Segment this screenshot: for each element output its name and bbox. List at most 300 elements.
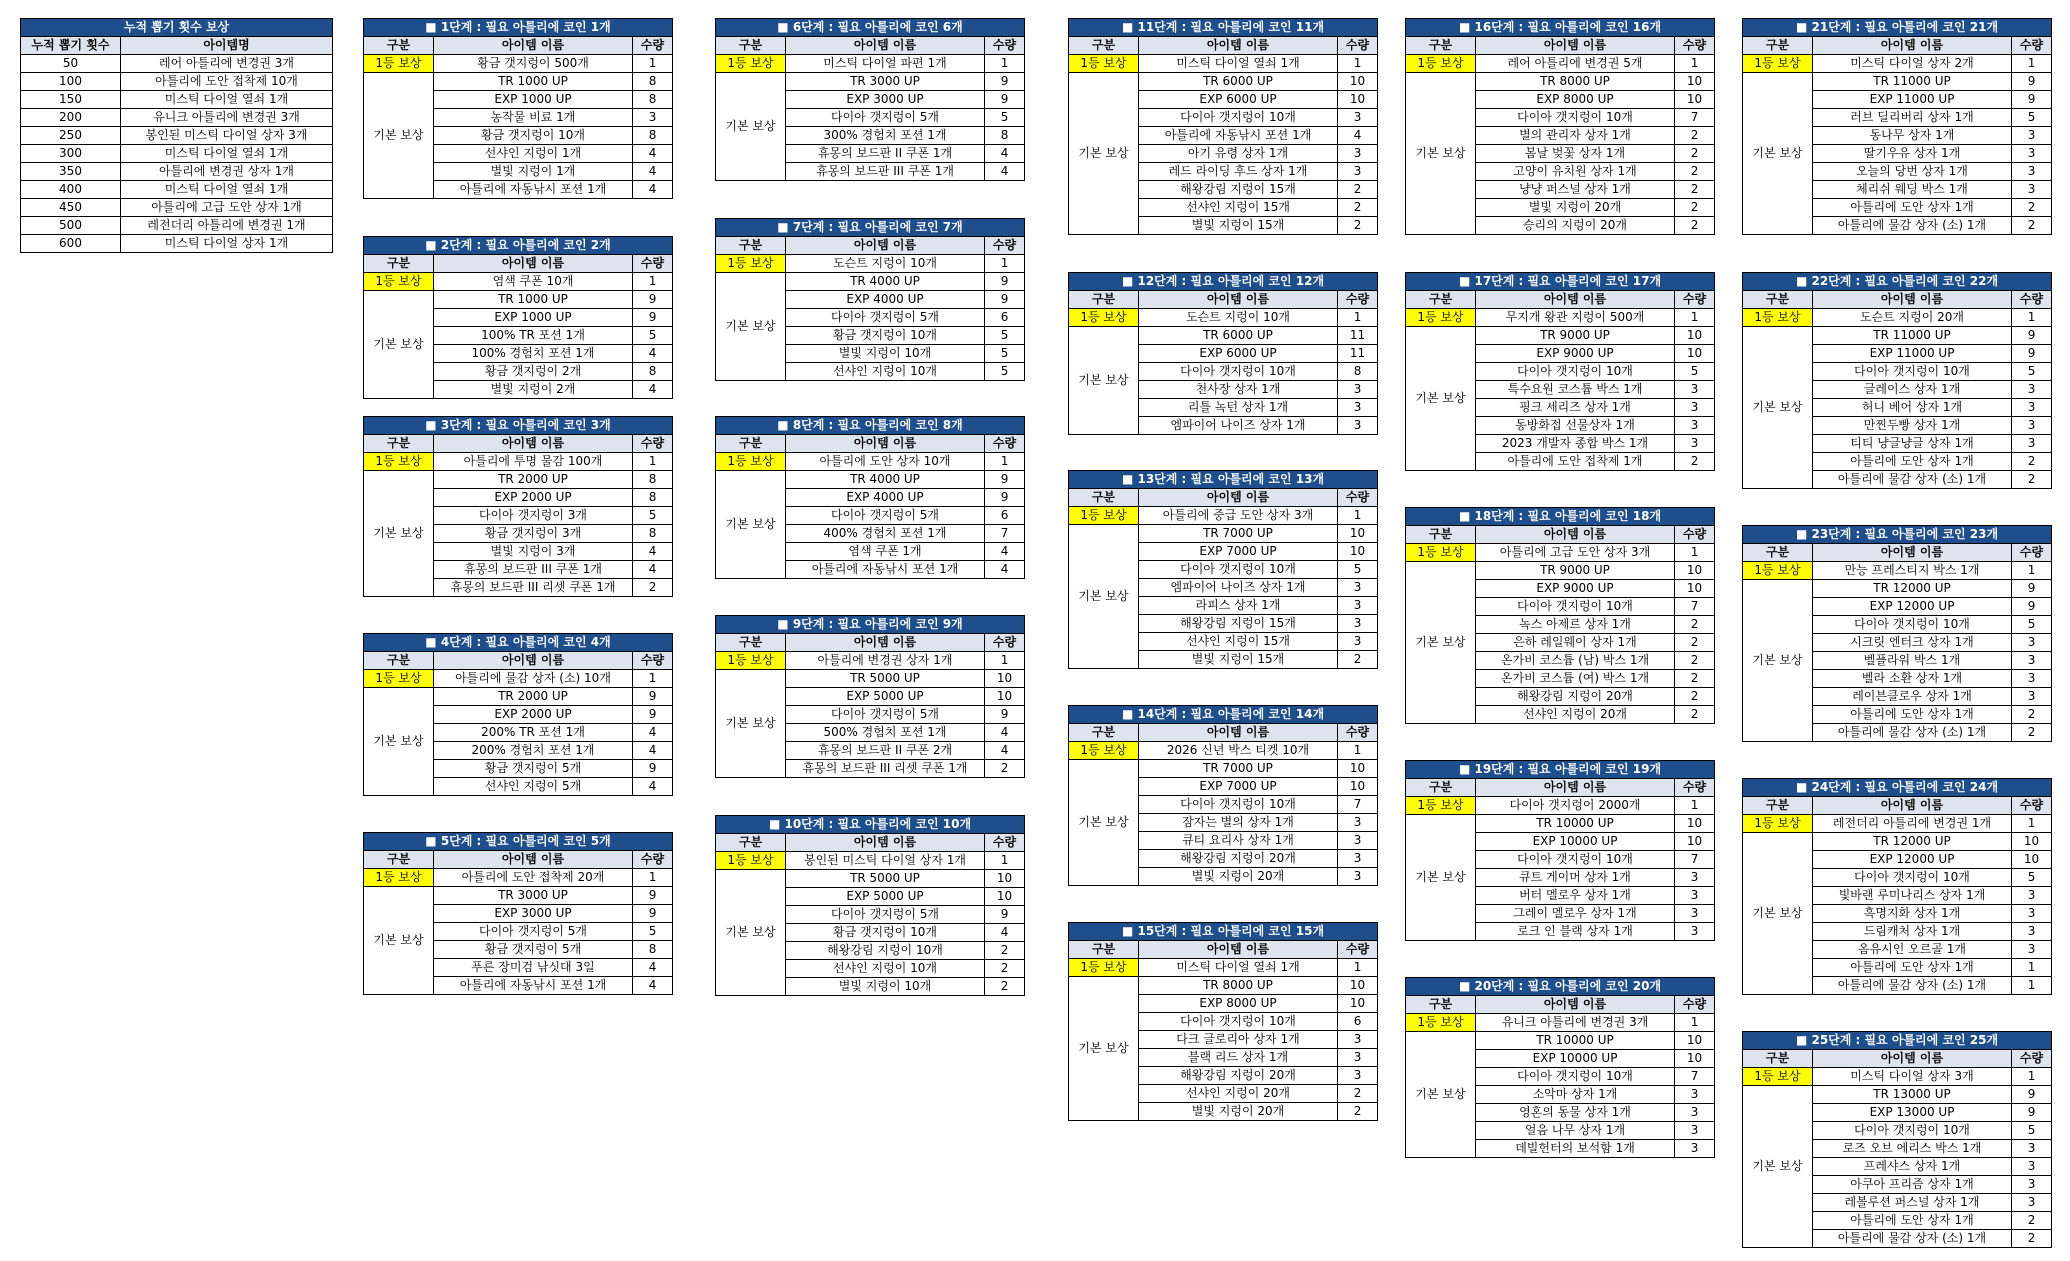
basic-reward-row: [1069, 327, 1378, 345]
item-name-cell: 해왕강림 지렁이 15개: [1139, 615, 1338, 633]
basic-reward-label: 기본 보상: [1406, 1032, 1476, 1158]
quantity-cell: 8: [1338, 363, 1378, 381]
item-name-cell: TR 12000 UP: [1813, 833, 2012, 851]
item-name-cell: TR 8000 UP: [1476, 73, 1675, 91]
item-name-cell: 미스틱 다이얼 열쇠 1개: [121, 91, 333, 109]
basic-reward-label: 기본 보상: [716, 273, 786, 381]
item-name-cell: 아틀리에 물감 상자 (소) 1개: [1813, 977, 2012, 995]
first-reward-label: 1등 보상: [716, 652, 786, 670]
quantity-cell: 8: [633, 525, 673, 543]
item-name-cell: 리틀 녹턴 상자 1개: [1139, 399, 1338, 417]
stage-title: ■ 8단계 : 필요 아틀리에 코인 8개: [716, 417, 1025, 435]
quantity-cell: 1: [1338, 507, 1378, 525]
item-name-cell: EXP 12000 UP: [1813, 598, 2012, 616]
basic-reward-row: [364, 887, 673, 905]
quantity-cell: 2: [1675, 199, 1715, 217]
item-name-cell: 아틀리에 도안 상자 1개: [1813, 959, 2012, 977]
quantity-cell: 10: [1675, 73, 1715, 91]
item-name-cell: 아틀리에 도안 접착제 1개: [1476, 453, 1675, 471]
item-name-cell: 염색 쿠폰 1개: [786, 543, 985, 561]
item-name-cell: 특수요원 코스튬 박스 1개: [1476, 381, 1675, 399]
quantity-cell: 2: [985, 760, 1025, 778]
col-item-name: 아이템 이름: [1813, 1050, 2012, 1068]
quantity-cell: 3: [1338, 579, 1378, 597]
stage-table-18: [1405, 507, 1715, 724]
quantity-cell: 10: [1675, 580, 1715, 598]
quantity-cell: 9: [2012, 345, 2052, 363]
first-reward-row: [1743, 1068, 2052, 1086]
quantity-cell: 4: [985, 145, 1025, 163]
col-quantity: 수량: [1338, 489, 1378, 507]
item-name-cell: EXP 4000 UP: [786, 489, 985, 507]
item-name-cell: TR 11000 UP: [1813, 73, 2012, 91]
quantity-cell: 5: [2012, 1122, 2052, 1140]
stage-title: ■ 15단계 : 필요 아틀리에 코인 15개: [1069, 923, 1378, 941]
draw-count-cell: 350: [21, 163, 121, 181]
quantity-cell: 3: [1675, 435, 1715, 453]
item-name-cell: 아기 유령 상자 1개: [1139, 145, 1338, 163]
basic-reward-row: [1743, 833, 2052, 851]
quantity-cell: 10: [1338, 525, 1378, 543]
item-name-cell: TR 1000 UP: [434, 291, 633, 309]
stage-title: ■ 23단계 : 필요 아틀리에 코인 23개: [1743, 526, 2052, 544]
quantity-cell: 2: [1675, 634, 1715, 652]
quantity-cell: 5: [2012, 616, 2052, 634]
stage-title: ■ 1단계 : 필요 아틀리에 코인 1개: [364, 19, 673, 37]
item-name-cell: 레어 아틀리에 변경권 3개: [121, 55, 333, 73]
quantity-cell: 5: [2012, 363, 2052, 381]
col-item-name: 아이템 이름: [1813, 37, 2012, 55]
col-item-name: 아이템 이름: [786, 834, 985, 852]
item-name-cell: 별빛 지렁이 1개: [434, 163, 633, 181]
stage-title: ■ 4단계 : 필요 아틀리에 코인 4개: [364, 634, 673, 652]
quantity-cell: 9: [633, 688, 673, 706]
quantity-cell: 1: [633, 55, 673, 73]
col-item-name: 아이템 이름: [434, 255, 633, 273]
item-name-cell: 아틀리에 자동낚시 포션 1개: [434, 977, 633, 995]
basic-reward-row: [716, 870, 1025, 888]
basic-reward-label: 기본 보상: [1069, 327, 1139, 435]
stage-table-17: [1405, 272, 1715, 471]
basic-reward-label: 기본 보상: [364, 291, 434, 399]
stage-table-4: [363, 633, 673, 796]
item-name-cell: 400% 경험치 포션 1개: [786, 525, 985, 543]
quantity-cell: 3: [2012, 127, 2052, 145]
item-name-cell: 선샤인 지렁이 15개: [1139, 633, 1338, 651]
quantity-cell: 3: [1338, 868, 1378, 886]
item-name-cell: 아틀리에 물감 상자 (소) 1개: [1813, 217, 2012, 235]
item-name-cell: 200% TR 포션 1개: [434, 724, 633, 742]
stage-table-16: [1405, 18, 1715, 235]
stage-table-11: [1068, 18, 1378, 235]
item-name-cell: 글레이스 상자 1개: [1813, 381, 2012, 399]
quantity-cell: 8: [633, 73, 673, 91]
item-name-cell: 다이아 갯지렁이 10개: [1813, 869, 2012, 887]
quantity-cell: 1: [985, 255, 1025, 273]
item-name-cell: 해왕강림 지렁이 20개: [1139, 850, 1338, 868]
quantity-cell: 1: [1675, 797, 1715, 815]
col-category: 구분: [364, 255, 434, 273]
quantity-cell: 4: [985, 543, 1025, 561]
cumulative-row: [21, 55, 333, 73]
stage-title: ■ 7단계 : 필요 아틀리에 코인 7개: [716, 219, 1025, 237]
item-name-cell: TR 11000 UP: [1813, 327, 2012, 345]
item-name-cell: 동나무 상자 1개: [1813, 127, 2012, 145]
quantity-cell: 1: [1675, 55, 1715, 73]
quantity-cell: 2: [2012, 199, 2052, 217]
col-item-name: 아이템 이름: [1813, 797, 2012, 815]
basic-reward-label: 기본 보상: [1743, 580, 1813, 742]
col-quantity: 수량: [633, 255, 673, 273]
item-name-cell: EXP 7000 UP: [1139, 778, 1338, 796]
basic-reward-label: 기본 보상: [1406, 815, 1476, 941]
stage-table-15: [1068, 922, 1378, 1121]
item-name-cell: EXP 8000 UP: [1139, 995, 1338, 1013]
item-name-cell: 봉인된 미스틱 다이얼 상자 1개: [786, 852, 985, 870]
col-item-name: 아이템 이름: [434, 851, 633, 869]
quantity-cell: 2: [985, 942, 1025, 960]
quantity-cell: 4: [985, 561, 1025, 579]
first-reward-row: [1743, 562, 2052, 580]
item-name-cell: 해왕강림 지렁이 20개: [1476, 688, 1675, 706]
quantity-cell: 10: [2012, 851, 2052, 869]
item-name-cell: 휴몽의 보드판 II 쿠폰 2개: [786, 742, 985, 760]
item-name-cell: 미스틱 다이얼 열쇠 1개: [1139, 55, 1338, 73]
item-name-cell: 다이아 갯지렁이 10개: [1476, 1068, 1675, 1086]
col-quantity: 수량: [633, 652, 673, 670]
stage-title: ■ 24단계 : 필요 아틀리에 코인 24개: [1743, 779, 2052, 797]
item-name-cell: 황금 갯지렁이 500개: [434, 55, 633, 73]
quantity-cell: 3: [2012, 887, 2052, 905]
col-item-name: 아이템 이름: [786, 435, 985, 453]
item-name-cell: 별빛 지렁이 2개: [434, 381, 633, 399]
stage-table-7: [715, 218, 1025, 381]
quantity-cell: 3: [1338, 163, 1378, 181]
quantity-cell: 4: [633, 181, 673, 199]
quantity-cell: 3: [1338, 145, 1378, 163]
quantity-cell: 3: [1338, 814, 1378, 832]
stage-table-19: [1405, 760, 1715, 941]
quantity-cell: 3: [1338, 850, 1378, 868]
draw-count-cell: 200: [21, 109, 121, 127]
quantity-cell: 2: [1675, 670, 1715, 688]
basic-reward-label: 기본 보상: [364, 73, 434, 199]
col-quantity: 수량: [1675, 779, 1715, 797]
item-name-cell: 로크 인 블랙 상자 1개: [1476, 923, 1675, 941]
item-name-cell: 2026 신년 박스 티켓 10개: [1139, 742, 1338, 760]
item-name-cell: 빛바랜 루미나리스 상자 1개: [1813, 887, 2012, 905]
item-name-cell: 별빛 지렁이 15개: [1139, 217, 1338, 235]
quantity-cell: 1: [1675, 544, 1715, 562]
col-item-name: 아이템 이름: [1139, 291, 1338, 309]
quantity-cell: 3: [1675, 1122, 1715, 1140]
cumulative-title: 누적 뽑기 횟수 보상: [21, 19, 333, 37]
item-name-cell: EXP 11000 UP: [1813, 91, 2012, 109]
col-item-name: 아이템 이름: [1476, 779, 1675, 797]
item-name-cell: 소악마 상자 1개: [1476, 1086, 1675, 1104]
quantity-cell: 10: [1675, 815, 1715, 833]
quantity-cell: 10: [1675, 345, 1715, 363]
quantity-cell: 3: [2012, 634, 2052, 652]
first-reward-row: [364, 453, 673, 471]
quantity-cell: 4: [633, 742, 673, 760]
item-name-cell: TR 13000 UP: [1813, 1086, 2012, 1104]
quantity-cell: 10: [1675, 327, 1715, 345]
col-quantity: 수량: [1675, 291, 1715, 309]
col-item-name: 아이템 이름: [1476, 996, 1675, 1014]
cumulative-row: [21, 73, 333, 91]
col-quantity: 수량: [985, 237, 1025, 255]
col-category: 구분: [364, 37, 434, 55]
item-name-cell: EXP 8000 UP: [1476, 91, 1675, 109]
basic-reward-label: 기본 보상: [1069, 73, 1139, 235]
item-name-cell: 아틀리에 자동낚시 포션 1개: [1139, 127, 1338, 145]
item-name-cell: 유니크 아틀리에 변경권 3개: [1476, 1014, 1675, 1032]
basic-reward-label: 기본 보상: [1069, 525, 1139, 669]
quantity-cell: 5: [1338, 561, 1378, 579]
first-reward-label: 1등 보상: [364, 273, 434, 291]
item-name-cell: TR 1000 UP: [434, 73, 633, 91]
quantity-cell: 7: [985, 525, 1025, 543]
item-name-cell: 농작물 비료 1개: [434, 109, 633, 127]
quantity-cell: 9: [633, 309, 673, 327]
basic-reward-label: 기본 보상: [716, 870, 786, 996]
quantity-cell: 3: [2012, 381, 2052, 399]
quantity-cell: 7: [1338, 796, 1378, 814]
item-name-cell: EXP 6000 UP: [1139, 345, 1338, 363]
quantity-cell: 3: [1338, 615, 1378, 633]
quantity-cell: 1: [2012, 959, 2052, 977]
basic-reward-row: [1406, 1032, 1715, 1050]
stage-table-6: [715, 18, 1025, 181]
item-name-cell: 휴몽의 보드판 III 쿠폰 1개: [434, 561, 633, 579]
col-category: 구분: [1743, 1050, 1813, 1068]
quantity-cell: 9: [985, 273, 1025, 291]
quantity-cell: 10: [1675, 562, 1715, 580]
col-category: 구분: [716, 435, 786, 453]
quantity-cell: 1: [2012, 815, 2052, 833]
quantity-cell: 9: [633, 887, 673, 905]
item-name-cell: 황금 갯지렁이 10개: [434, 127, 633, 145]
item-name-cell: 미스틱 다이얼 파편 1개: [786, 55, 985, 73]
col-quantity: 수량: [633, 851, 673, 869]
quantity-cell: 4: [985, 724, 1025, 742]
col-item-name: 아이템 이름: [1813, 291, 2012, 309]
item-name-cell: 큐티 요리사 상자 1개: [1139, 832, 1338, 850]
quantity-cell: 3: [1338, 1067, 1378, 1085]
item-name-cell: 별빛 지렁이 3개: [434, 543, 633, 561]
col-category: 구분: [716, 834, 786, 852]
item-name-cell: TR 9000 UP: [1476, 562, 1675, 580]
col-category: 구분: [1406, 996, 1476, 1014]
stage-title: ■ 20단계 : 필요 아틀리에 코인 20개: [1406, 978, 1715, 996]
quantity-cell: 8: [633, 127, 673, 145]
stage-title: ■ 14단계 : 필요 아틀리에 코인 14개: [1069, 706, 1378, 724]
quantity-cell: 2: [1675, 453, 1715, 471]
basic-reward-row: [364, 688, 673, 706]
first-reward-row: [364, 273, 673, 291]
item-name-cell: 프레샤스 상자 1개: [1813, 1158, 2012, 1176]
basic-reward-row: [1406, 73, 1715, 91]
quantity-cell: 7: [1675, 598, 1715, 616]
quantity-cell: 5: [985, 109, 1025, 127]
item-name-cell: 레전더리 아틀리에 변경권 1개: [121, 217, 333, 235]
item-name-cell: 아틀리에 고급 도안 상자 3개: [1476, 544, 1675, 562]
quantity-cell: 4: [985, 742, 1025, 760]
first-reward-row: [1069, 55, 1378, 73]
quantity-cell: 10: [1675, 833, 1715, 851]
quantity-cell: 6: [985, 507, 1025, 525]
basic-reward-row: [1406, 815, 1715, 833]
first-reward-row: [1406, 544, 1715, 562]
item-name-cell: 휴몽의 보드판 III 리셋 쿠폰 1개: [434, 579, 633, 597]
stage-title: ■ 6단계 : 필요 아틀리에 코인 6개: [716, 19, 1025, 37]
draw-count-cell: 300: [21, 145, 121, 163]
quantity-cell: 10: [1338, 760, 1378, 778]
col-category: 구분: [716, 634, 786, 652]
item-name-cell: 아틀리에 자동낚시 포션 1개: [434, 181, 633, 199]
stage-title: ■ 19단계 : 필요 아틀리에 코인 19개: [1406, 761, 1715, 779]
item-name-cell: 엠파이어 나이즈 상자 1개: [1139, 417, 1338, 435]
stage-table-20: [1405, 977, 1715, 1158]
item-name-cell: 로즈 오브 에리스 박스 1개: [1813, 1140, 2012, 1158]
first-reward-label: 1등 보상: [364, 670, 434, 688]
quantity-cell: 3: [1675, 399, 1715, 417]
item-name-cell: 다이아 갯지렁이 5개: [786, 109, 985, 127]
item-name-cell: 미스틱 다이얼 열쇠 1개: [1139, 959, 1338, 977]
item-name-cell: 별빛 지렁이 15개: [1139, 651, 1338, 669]
item-name-cell: 200% 경험치 포션 1개: [434, 742, 633, 760]
col-item-name: 아이템 이름: [1139, 724, 1338, 742]
stage-table-14: [1068, 705, 1378, 886]
draw-count-cell: 400: [21, 181, 121, 199]
first-reward-label: 1등 보상: [716, 852, 786, 870]
item-name-cell: TR 5000 UP: [786, 870, 985, 888]
quantity-cell: 3: [2012, 417, 2052, 435]
quantity-cell: 4: [633, 561, 673, 579]
quantity-cell: 2: [1338, 181, 1378, 199]
quantity-cell: 2: [2012, 706, 2052, 724]
item-name-cell: 봉인된 미스틱 다이얼 상자 3개: [121, 127, 333, 145]
quantity-cell: 2: [1675, 652, 1715, 670]
item-name-cell: 다이아 갯지렁이 10개: [1139, 561, 1338, 579]
quantity-cell: 1: [1675, 1014, 1715, 1032]
item-name-cell: 해왕강림 지렁이 20개: [1139, 1067, 1338, 1085]
item-name-cell: 레볼루션 퍼스널 상자 1개: [1813, 1194, 2012, 1212]
first-reward-label: 1등 보상: [364, 55, 434, 73]
col-category: 구분: [364, 851, 434, 869]
quantity-cell: 1: [2012, 1068, 2052, 1086]
quantity-cell: 2: [2012, 1230, 2052, 1248]
item-name-cell: 다이아 갯지렁이 10개: [1813, 616, 2012, 634]
item-name-cell: 온가비 코스튬 (남) 박스 1개: [1476, 652, 1675, 670]
item-name-cell: 미스틱 다이얼 열쇠 1개: [121, 145, 333, 163]
item-name-cell: 레이븐클로우 상자 1개: [1813, 688, 2012, 706]
col-quantity: 수량: [985, 37, 1025, 55]
quantity-cell: 9: [633, 706, 673, 724]
basic-reward-row: [1069, 525, 1378, 543]
stage-title: ■ 21단계 : 필요 아틀리에 코인 21개: [1743, 19, 2052, 37]
col-quantity: 수량: [985, 834, 1025, 852]
basic-reward-label: 기본 보상: [1406, 73, 1476, 235]
quantity-cell: 4: [633, 381, 673, 399]
item-name-cell: 100% TR 포션 1개: [434, 327, 633, 345]
item-name-cell: 해왕강림 지렁이 10개: [786, 942, 985, 960]
item-name-cell: 블랙 리드 상자 1개: [1139, 1049, 1338, 1067]
first-reward-row: [1069, 742, 1378, 760]
quantity-cell: 1: [633, 273, 673, 291]
item-name-cell: 별빛 지렁이 10개: [786, 345, 985, 363]
col-category: 구분: [364, 435, 434, 453]
quantity-cell: 4: [633, 959, 673, 977]
quantity-cell: 1: [985, 453, 1025, 471]
quantity-cell: 4: [985, 924, 1025, 942]
col-quantity: 수량: [985, 435, 1025, 453]
item-name-cell: EXP 7000 UP: [1139, 543, 1338, 561]
col-draw-count: 누적 뽑기 횟수: [21, 37, 121, 55]
quantity-cell: 4: [633, 543, 673, 561]
col-category: 구분: [1069, 37, 1139, 55]
draw-count-cell: 450: [21, 199, 121, 217]
quantity-cell: 3: [1338, 1031, 1378, 1049]
item-name-cell: EXP 3000 UP: [434, 905, 633, 923]
item-name-cell: 흑명지화 상자 1개: [1813, 905, 2012, 923]
basic-reward-row: [716, 670, 1025, 688]
item-name-cell: 아틀리에 도안 상자 1개: [1813, 199, 2012, 217]
quantity-cell: 9: [985, 91, 1025, 109]
stage-title: ■ 22단계 : 필요 아틀리에 코인 22개: [1743, 273, 2052, 291]
item-name-cell: 아틀리에 투명 물감 100개: [434, 453, 633, 471]
col-item-name: 아이템 이름: [434, 37, 633, 55]
quantity-cell: 2: [2012, 453, 2052, 471]
quantity-cell: 3: [2012, 1176, 2052, 1194]
item-name-cell: TR 4000 UP: [786, 273, 985, 291]
cumulative-row: [21, 235, 333, 253]
item-name-cell: EXP 11000 UP: [1813, 345, 2012, 363]
basic-reward-label: 기본 보상: [1743, 327, 1813, 489]
item-name-cell: 황금 갯지렁이 5개: [434, 760, 633, 778]
item-name-cell: EXP 4000 UP: [786, 291, 985, 309]
basic-reward-label: 기본 보상: [716, 73, 786, 181]
item-name-cell: 미스틱 다이얼 상자 1개: [121, 235, 333, 253]
quantity-cell: 8: [633, 489, 673, 507]
item-name-cell: EXP 3000 UP: [786, 91, 985, 109]
item-name-cell: 아틀리에 도안 상자 1개: [1813, 706, 2012, 724]
item-name-cell: TR 2000 UP: [434, 471, 633, 489]
item-name-cell: TR 3000 UP: [786, 73, 985, 91]
col-item-name: 아이템 이름: [1139, 37, 1338, 55]
item-name-cell: 다이아 갯지렁이 5개: [434, 923, 633, 941]
col-item-name: 아이템 이름: [434, 652, 633, 670]
item-name-cell: 선샤인 지렁이 1개: [434, 145, 633, 163]
first-reward-label: 1등 보상: [1743, 815, 1813, 833]
item-name-cell: 선샤인 지렁이 20개: [1476, 706, 1675, 724]
item-name-cell: 유니크 아틀리에 변경권 3개: [121, 109, 333, 127]
item-name-cell: EXP 1000 UP: [434, 309, 633, 327]
stage-title: ■ 3단계 : 필요 아틀리에 코인 3개: [364, 417, 673, 435]
item-name-cell: 미스틱 다이얼 상자 2개: [1813, 55, 2012, 73]
quantity-cell: 2: [2012, 471, 2052, 489]
cumulative-row: [21, 127, 333, 145]
quantity-cell: 3: [1675, 417, 1715, 435]
quantity-cell: 3: [2012, 670, 2052, 688]
quantity-cell: 2: [1675, 163, 1715, 181]
item-name-cell: EXP 1000 UP: [434, 91, 633, 109]
quantity-cell: 8: [633, 363, 673, 381]
basic-reward-label: 기본 보상: [716, 670, 786, 778]
stage-table-1: [363, 18, 673, 199]
item-name-cell: EXP 10000 UP: [1476, 1050, 1675, 1068]
